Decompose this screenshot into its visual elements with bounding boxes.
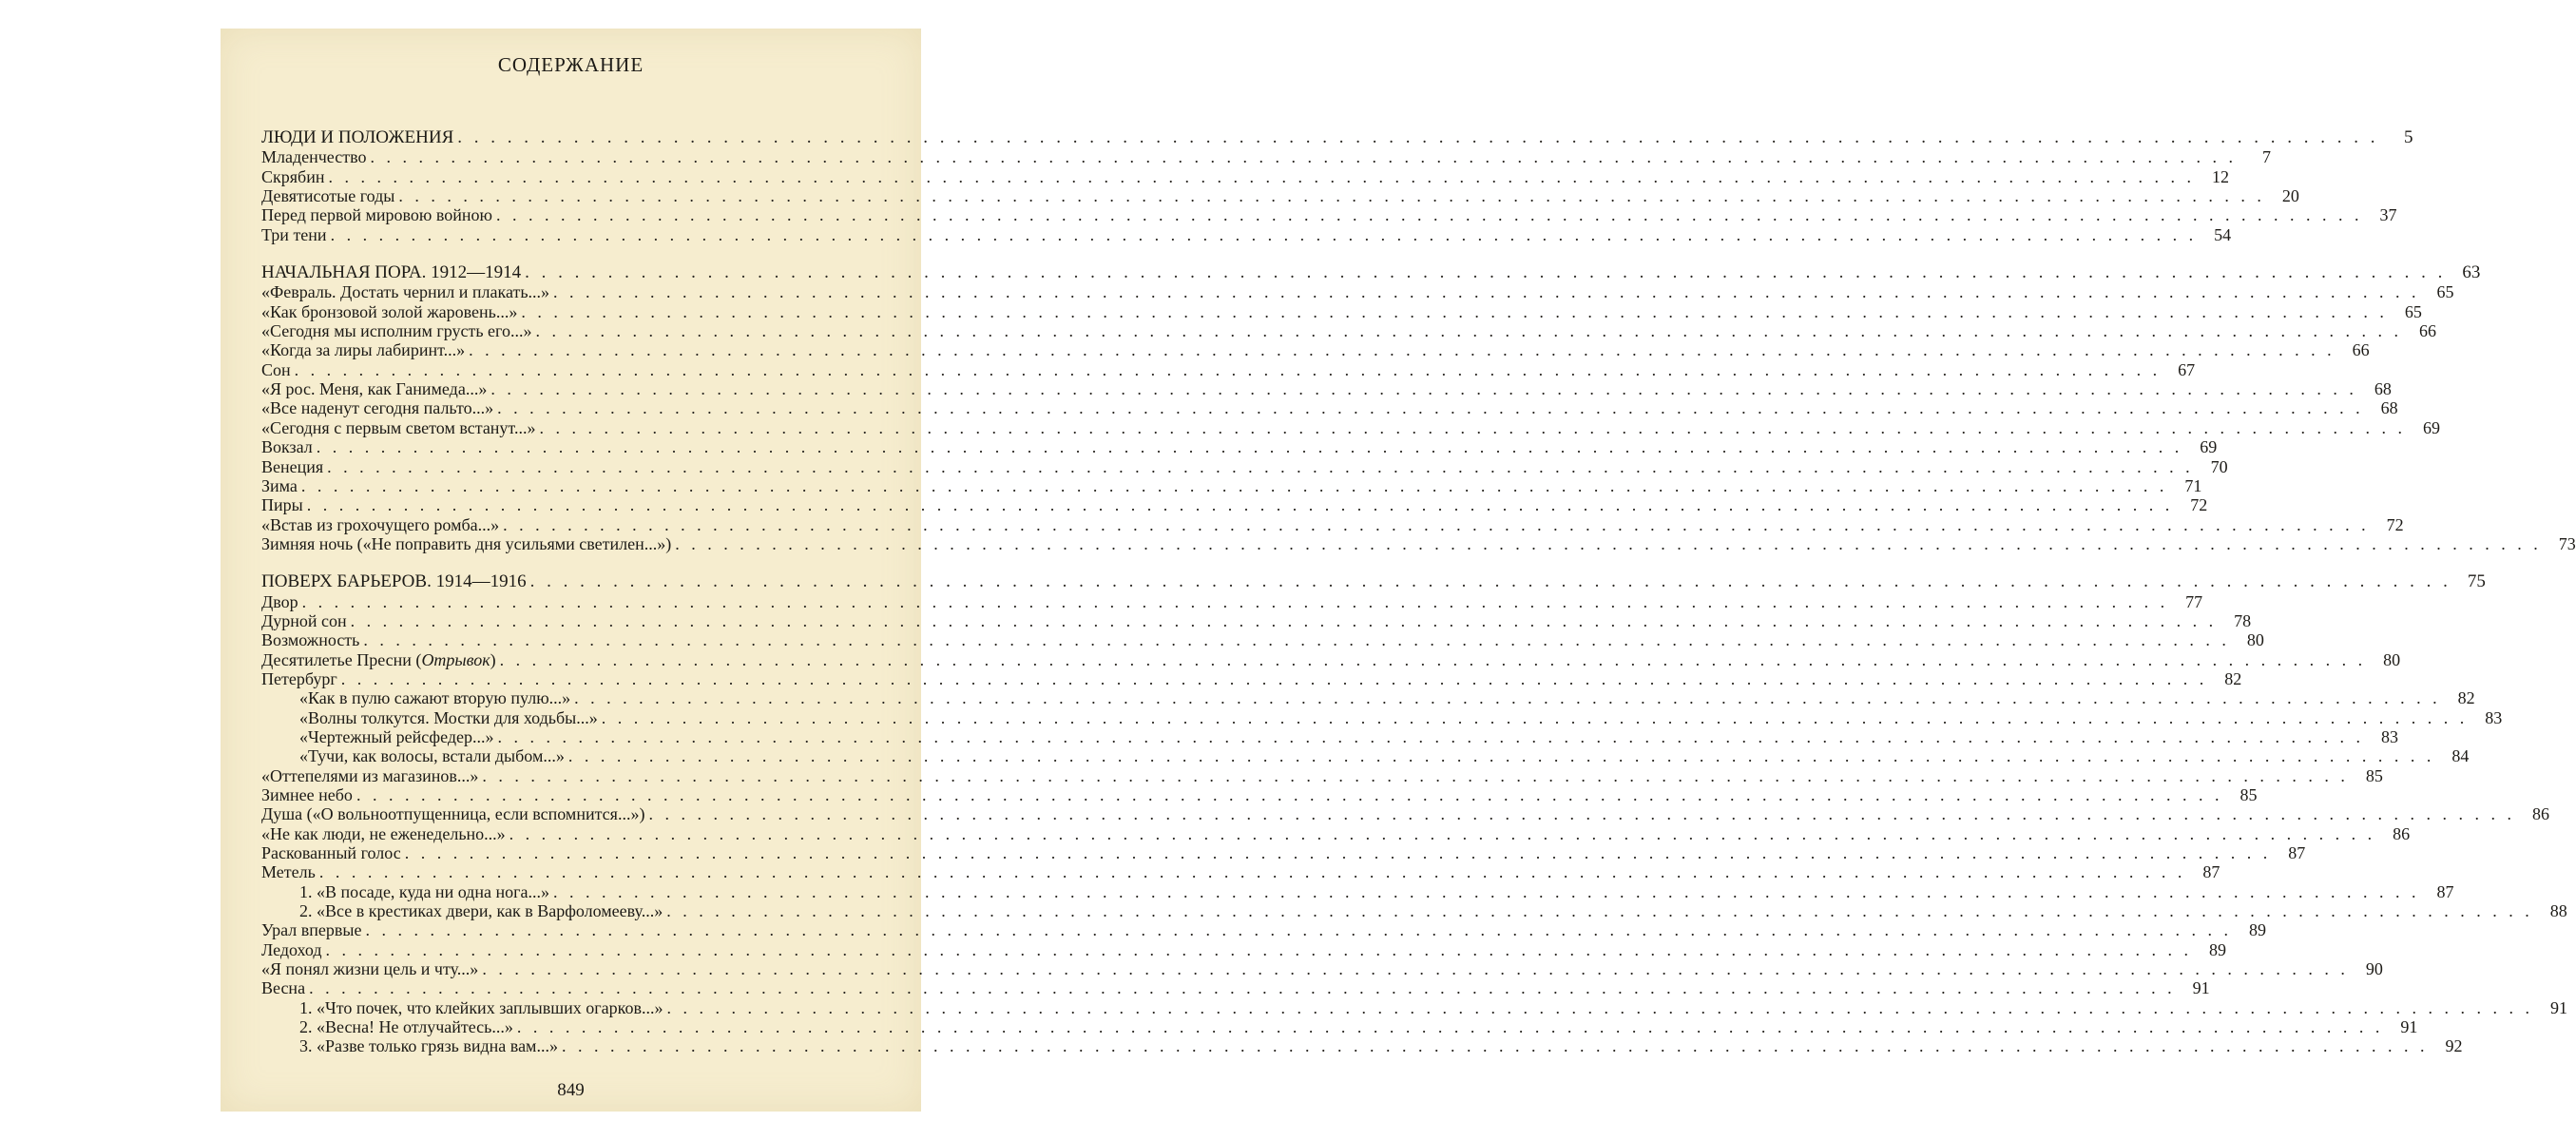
entry-title	[261, 418, 535, 437]
toc-entry	[261, 707, 2503, 727]
toc-entry	[261, 823, 2411, 843]
toc-entry	[261, 726, 2398, 746]
entry-page-number: 68	[2380, 398, 2398, 418]
toc-entry	[261, 920, 2266, 940]
entry-title	[299, 1036, 558, 1055]
toc-entry	[261, 379, 2392, 399]
entry-title	[261, 302, 517, 321]
toc-entry	[261, 437, 2218, 457]
dot-leader	[366, 147, 2237, 166]
entry-page-number: 73	[2558, 533, 2576, 553]
dot-leader	[598, 708, 2469, 727]
dot-leader	[453, 128, 2378, 147]
entry-page-number: 90	[2365, 959, 2383, 979]
entry-title	[299, 727, 494, 746]
entry-title	[261, 360, 291, 379]
entry-title-text: Зимняя ночь («Не поправить дня усильями светилен...»)	[261, 533, 672, 553]
dot-leader	[493, 398, 2364, 417]
entry-page-number: 82	[2457, 688, 2475, 708]
toc-entry	[261, 417, 2440, 437]
entry-title	[261, 205, 492, 224]
dot-leader	[323, 457, 2194, 476]
dot-leader	[303, 495, 2174, 514]
toc-entry	[261, 514, 2404, 534]
entry-title-text: Зимнее небо	[261, 785, 353, 804]
entry-title	[261, 495, 303, 514]
entry-page-number: 87	[2436, 881, 2454, 901]
toc-entry	[261, 591, 2203, 611]
toc-entry	[261, 186, 2299, 206]
entry-page-number: 91	[2192, 978, 2210, 998]
entry-title	[261, 128, 453, 147]
toc-entry	[261, 843, 2306, 863]
dot-leader	[517, 302, 2388, 321]
entry-title	[261, 766, 478, 785]
toc-entry	[261, 881, 2454, 901]
dot-leader	[496, 650, 2367, 669]
entry-title	[261, 824, 506, 843]
entry-title	[261, 843, 401, 862]
entry-title-text: «Сегодня с первым светом встанут...»	[261, 417, 536, 437]
entry-title	[299, 746, 565, 765]
dot-leader	[322, 940, 2193, 959]
toc-entry	[261, 166, 2229, 186]
entry-title-text: ЛЮДИ И ПОЛОЖЕНИЯ	[261, 127, 454, 147]
toc-entry	[261, 668, 2242, 688]
toc-entry	[261, 630, 2264, 650]
entry-title-text: «Волны толкутся. Мостки для ходьбы...»	[299, 707, 598, 727]
entry-title	[299, 708, 598, 727]
entry-title-text: «Не как люди, не еженедельно...»	[261, 823, 506, 843]
entry-page-number: 89	[2249, 920, 2266, 940]
toc-entry	[261, 785, 2258, 804]
toc-section-heading	[261, 127, 2413, 147]
dot-leader	[644, 804, 2515, 823]
entry-title	[261, 340, 465, 359]
toc-entry	[261, 610, 2252, 630]
dot-leader	[465, 340, 2336, 359]
entry-page-number: 72	[2386, 514, 2404, 534]
toc-entry	[261, 939, 2227, 959]
section-gap	[261, 553, 829, 572]
dot-leader	[324, 167, 2195, 186]
dot-leader	[521, 263, 2446, 282]
entry-title-text: «Как в пулю сажают вторую пулю...»	[299, 688, 571, 708]
entry-page-number: 5	[2404, 127, 2413, 147]
toc-entry	[261, 862, 2220, 882]
entry-title-text: НАЧАЛЬНАЯ ПОРА. 1912—1914	[261, 262, 522, 283]
entry-page-number: 75	[2467, 571, 2486, 592]
dot-leader	[362, 920, 2233, 939]
entry-title-text: 3. «Разве только грязь видна вам...»	[299, 1036, 558, 1056]
dot-leader	[359, 630, 2230, 649]
entry-title	[261, 379, 487, 398]
entry-page-number: 71	[2184, 475, 2202, 495]
entry-page-number: 84	[2451, 746, 2470, 766]
entry-title	[261, 167, 324, 186]
toc-entry	[261, 688, 2475, 708]
entry-title	[261, 572, 527, 591]
entry-title-text: Пиры	[261, 495, 303, 515]
entry-title-text: «Сегодня мы исполним грусть его...»	[261, 321, 532, 341]
entry-title-text: Десятилетье Пресни (	[261, 649, 422, 669]
table-of-contents	[261, 127, 2576, 1056]
entry-title-text: Метель	[261, 862, 316, 882]
toc-entry	[261, 282, 2454, 302]
entry-title	[261, 437, 313, 456]
entry-title-text: Весна	[261, 978, 306, 998]
entry-title-text: Ледоход	[261, 939, 322, 959]
toc-entry	[261, 456, 2228, 476]
entry-page-number: 20	[2281, 186, 2299, 206]
entry-title	[299, 1017, 513, 1036]
entry-page-number: 68	[2374, 379, 2392, 399]
entry-title-text: Сон	[261, 359, 291, 379]
entry-page-number: 67	[2178, 359, 2196, 379]
entry-page-number: 80	[2246, 630, 2264, 650]
entry-title-text: Три тени	[261, 224, 327, 244]
dot-leader	[663, 901, 2533, 920]
dot-leader	[478, 959, 2349, 978]
entry-title-text: Венеция	[261, 456, 324, 476]
entry-title-text: 2. «Весна! Не отлучайтесь...»	[299, 1017, 513, 1037]
toc-entry	[261, 340, 2370, 360]
entry-title	[261, 476, 298, 495]
entry-title-text: «Я рос. Меня, как Ганимеда...»	[261, 379, 488, 399]
entry-title	[261, 940, 322, 959]
entry-title-text: Перед первой мировою войною	[261, 205, 492, 225]
entry-title	[261, 186, 394, 205]
entry-title	[299, 882, 549, 901]
toc-entry	[261, 301, 2422, 321]
toc-entry	[261, 978, 2210, 998]
page-number: 849	[557, 1080, 585, 1100]
toc-entry	[261, 997, 2567, 1017]
dot-leader	[316, 862, 2186, 881]
entry-page-number: 70	[2210, 456, 2228, 476]
entry-title	[261, 457, 323, 476]
entry-title-text: «Оттепелями из магазинов...»	[261, 765, 479, 785]
entry-page-number: 83	[2485, 707, 2503, 727]
dot-leader	[558, 1036, 2429, 1055]
dot-leader	[506, 824, 2376, 843]
section-gap	[261, 244, 829, 263]
dot-leader	[298, 592, 2169, 611]
entry-page-number: 86	[2531, 804, 2549, 824]
entry-title-text: 2. «Все в крестиках двери, как в Варфоломееву...»	[299, 901, 663, 921]
entry-page-number: 86	[2393, 823, 2411, 843]
dot-leader	[535, 418, 2406, 437]
entry-page-number: 37	[2379, 205, 2397, 225]
entry-title-suffix: )	[490, 649, 496, 669]
dot-leader	[327, 225, 2198, 244]
entry-title	[299, 688, 570, 707]
entry-title	[261, 959, 478, 978]
dot-leader	[394, 186, 2265, 205]
dot-leader	[565, 746, 2435, 765]
entry-page-number: 85	[2240, 785, 2258, 804]
toc-section-heading	[261, 571, 2486, 592]
entry-title-text: Двор	[261, 591, 298, 611]
entry-title-text: «Все наденут сегодня пальто...»	[261, 398, 494, 418]
entry-title	[261, 147, 366, 166]
entry-title-text: «Встав из грохочущего ромба...»	[261, 514, 500, 534]
entry-title	[261, 321, 531, 340]
entry-page-number: 91	[2549, 997, 2567, 1017]
entry-title	[261, 534, 671, 553]
entry-page-number: 63	[2462, 262, 2481, 283]
entry-page-number: 54	[2214, 224, 2232, 244]
toc-entry	[261, 205, 2397, 225]
dot-leader	[531, 321, 2402, 340]
entry-title-text: Возможность	[261, 630, 360, 650]
entry-title-text: «Тучи, как волосы, встали дыбом...»	[299, 746, 565, 766]
toc-entry	[261, 804, 2549, 824]
entry-title-text: «Я понял жизни цель и чту...»	[261, 959, 479, 979]
toc-entry	[261, 746, 2470, 766]
dot-leader	[347, 611, 2218, 630]
dot-leader	[492, 205, 2363, 224]
book-page	[221, 29, 2576, 1112]
page-title: СОДЕРЖАНИЕ	[497, 53, 644, 76]
entry-title-text: Раскованный голос	[261, 843, 401, 863]
entry-title	[261, 398, 493, 417]
entry-title-text: 1. «Что почек, что клейких заплывших огарков...»	[299, 997, 663, 1017]
dot-leader	[298, 476, 2168, 495]
entry-title-text: Дурной сон	[261, 610, 347, 630]
entry-title	[261, 592, 298, 611]
dot-leader	[478, 766, 2349, 785]
entry-title-text: 1. «В посаде, куда ни одна нога...»	[299, 881, 549, 901]
dot-leader	[487, 379, 2357, 398]
toc-entry	[261, 1036, 2463, 1056]
entry-page-number: 78	[2234, 610, 2252, 630]
entry-title	[261, 785, 353, 804]
toc-entry	[261, 398, 2398, 418]
entry-page-number: 82	[2224, 668, 2242, 688]
entry-title	[261, 515, 499, 534]
dot-leader	[549, 882, 2420, 901]
entry-title	[261, 920, 362, 939]
toc-entry	[261, 475, 2202, 495]
dot-leader	[313, 437, 2183, 456]
entry-page-number: 12	[2211, 166, 2229, 186]
entry-page-number: 85	[2365, 765, 2383, 785]
dot-leader	[549, 282, 2420, 301]
entry-page-number: 88	[2549, 901, 2567, 921]
entry-title-text: Зима	[261, 475, 298, 495]
entry-title	[261, 282, 549, 301]
entry-page-number: 66	[2352, 340, 2370, 360]
entry-title	[261, 225, 327, 244]
entry-page-number: 65	[2404, 301, 2422, 321]
toc-entry	[261, 147, 2271, 167]
entry-title-text: Младенчество	[261, 147, 367, 167]
entry-title-text: Вокзал	[261, 437, 313, 457]
entry-page-number: 69	[2422, 417, 2440, 437]
entry-title	[261, 630, 359, 649]
entry-title	[299, 901, 663, 920]
entry-page-number: 87	[2288, 843, 2306, 863]
toc-entry	[261, 765, 2383, 785]
entry-title-text: Петербург	[261, 668, 337, 688]
entry-title-text: «Когда за лиры лабиринт...»	[261, 340, 466, 360]
entry-page-number: 72	[2190, 495, 2208, 515]
dot-leader	[671, 534, 2542, 553]
toc-entry	[261, 901, 2567, 921]
entry-page-number: 80	[2383, 649, 2401, 669]
toc-entry	[261, 359, 2196, 379]
entry-title	[299, 998, 663, 1017]
entry-page-number: 89	[2209, 939, 2227, 959]
dot-leader	[527, 572, 2451, 591]
toc-entry	[261, 1017, 2418, 1037]
entry-title	[261, 650, 496, 669]
entry-page-number: 77	[2185, 591, 2203, 611]
entry-title-text: Скрябин	[261, 166, 325, 186]
entry-page-number: 91	[2400, 1017, 2418, 1037]
toc-entry	[261, 959, 2383, 979]
entry-page-number: 66	[2418, 321, 2436, 341]
entry-title	[261, 804, 644, 823]
toc-entry	[261, 495, 2208, 515]
dot-leader	[663, 998, 2533, 1017]
entry-page-number: 87	[2202, 862, 2220, 882]
toc-entry	[261, 224, 2232, 244]
entry-title	[261, 669, 337, 688]
entry-title	[261, 862, 316, 881]
entry-page-number: 69	[2200, 437, 2218, 457]
dot-leader	[291, 360, 2162, 379]
dot-leader	[570, 688, 2441, 707]
entry-title-text: «Чертежный рейсфедер...»	[299, 726, 494, 746]
entry-title	[261, 263, 521, 282]
entry-title-text: Девятисотые годы	[261, 186, 395, 206]
entry-title-text: Урал впервые	[261, 920, 362, 940]
entry-title-text: «Как бронзовой золой жаровень...»	[261, 301, 518, 321]
entry-title-text: ПОВЕРХ БАРЬЕРОВ. 1914—1916	[261, 571, 527, 592]
entry-title-text: Душа («О вольноотпущенница, если вспомнится...»)	[261, 804, 645, 824]
dot-leader	[305, 978, 2176, 997]
entry-title	[261, 978, 305, 997]
toc-entry	[261, 649, 2401, 669]
entry-title-italic: Отрывок	[421, 649, 490, 669]
dot-leader	[513, 1017, 2384, 1036]
entry-title	[261, 611, 347, 630]
dot-leader	[494, 727, 2365, 746]
dot-leader	[499, 515, 2370, 534]
toc-entry	[261, 321, 2436, 341]
entry-page-number: 92	[2445, 1036, 2463, 1056]
dot-leader	[353, 785, 2223, 804]
dot-leader	[337, 669, 2208, 688]
entry-page-number: 7	[2261, 147, 2271, 167]
entry-title-text: «Февраль. Достать чернил и плакать...»	[261, 282, 550, 302]
toc-section-heading	[261, 262, 2481, 283]
toc-entry	[261, 533, 2576, 553]
entry-page-number: 65	[2436, 282, 2454, 302]
entry-page-number: 83	[2381, 726, 2398, 746]
dot-leader	[401, 843, 2272, 862]
